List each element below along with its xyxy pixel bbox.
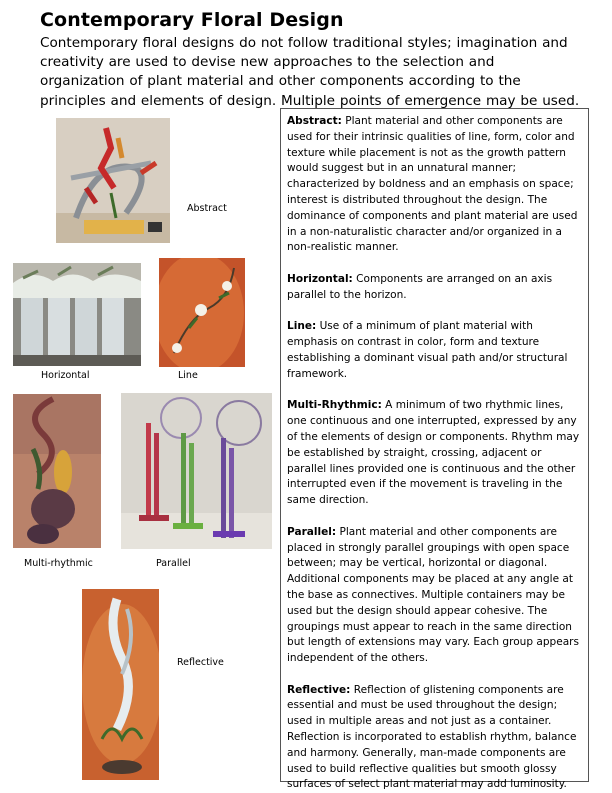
- horizontal-photo: [13, 263, 141, 366]
- definition-text: Plant material and other components are placed in strongly parallel groupings with open space between; may be vertical, horizontal or diagonal. Additional components may be placed at any angle at the base as connectives. Multiple containers may be used but the design should appear cohesive. The groupings must appear to reach in the same direction but length of extensions may vary. Each group appears independent of the others.: [287, 525, 580, 665]
- definition-text: Use of a minimum of plant material with emphasis on contrast in color, form and texture establishing a dominant visual path and/or structural framework.: [287, 320, 568, 380]
- term-label: Abstract:: [287, 115, 342, 127]
- definition-abstract: [287, 114, 582, 256]
- multi-rhythmic-photo: [13, 394, 101, 548]
- term-label: Line:: [287, 320, 317, 333]
- caption-line: Line: [178, 370, 198, 381]
- definition-line: [287, 319, 582, 382]
- caption-horizontal: Horizontal: [41, 370, 90, 381]
- intro-paragraph: Contemporary floral designs do not follow traditional styles; imagination and creativity are used to devise new approaches to the selection and organization of plant material and other components according to the principles and elements of design. Multiple points of emergence may be used.: [40, 35, 580, 109]
- definition-text: Plant material and other components are used for their intrinsic qualities of line, form, color and texture while placement is not as the growth pattern would suggest but in an unnatural manner; characterized by boldness and an emphasis on space; interest is distributed throughout the design. The dominance of components and plant material are used in a non-naturalistic character and/or organized in a non-realistic manner.: [287, 115, 578, 254]
- page-title: Contemporary Floral Design: [40, 9, 344, 31]
- caption-multi-rhythmic: Multi-rhythmic: [24, 558, 93, 569]
- definition-parallel: [287, 525, 582, 667]
- definitions-box: [280, 108, 589, 791]
- definition-multi-rhythmic: [287, 398, 582, 509]
- term-label: Multi-Rhythmic:: [287, 399, 382, 412]
- line-photo: [159, 258, 245, 367]
- definition-horizontal: [287, 272, 582, 304]
- term-label: Parallel:: [287, 525, 337, 538]
- definition-text: A minimum of two rhythmic lines, one continuous and one interrupted, expressed by any of the elements of design or components. Rhythm may be established by straight, crossing, adjacent or parallel lines provided one is continuous and the other interrupted even if the movement is traveling in the same direction.: [287, 399, 580, 507]
- abstract-photo: [56, 118, 170, 243]
- definition-text: Components are arranged on an axis parallel to the horizon.: [287, 272, 553, 301]
- definition-text: Reflection of glistening components are essential and must be used throughout the design; used in multiple areas and not just as a container. Reflection is incorporated to establish rhythm, balance and harmony. Generally, man-made components are used to build reflective qualities but smooth glossy surfaces of select plant material may add luminosity.: [287, 683, 577, 791]
- definition-reflective: [287, 683, 582, 793]
- caption-reflective: Reflective: [177, 657, 224, 668]
- term-label: Horizontal:: [287, 272, 353, 285]
- caption-abstract: Abstract: [187, 203, 227, 214]
- parallel-photo: [121, 393, 272, 549]
- caption-parallel: Parallel: [156, 558, 191, 569]
- reflective-photo: [82, 589, 159, 780]
- term-label: Reflective:: [287, 683, 351, 696]
